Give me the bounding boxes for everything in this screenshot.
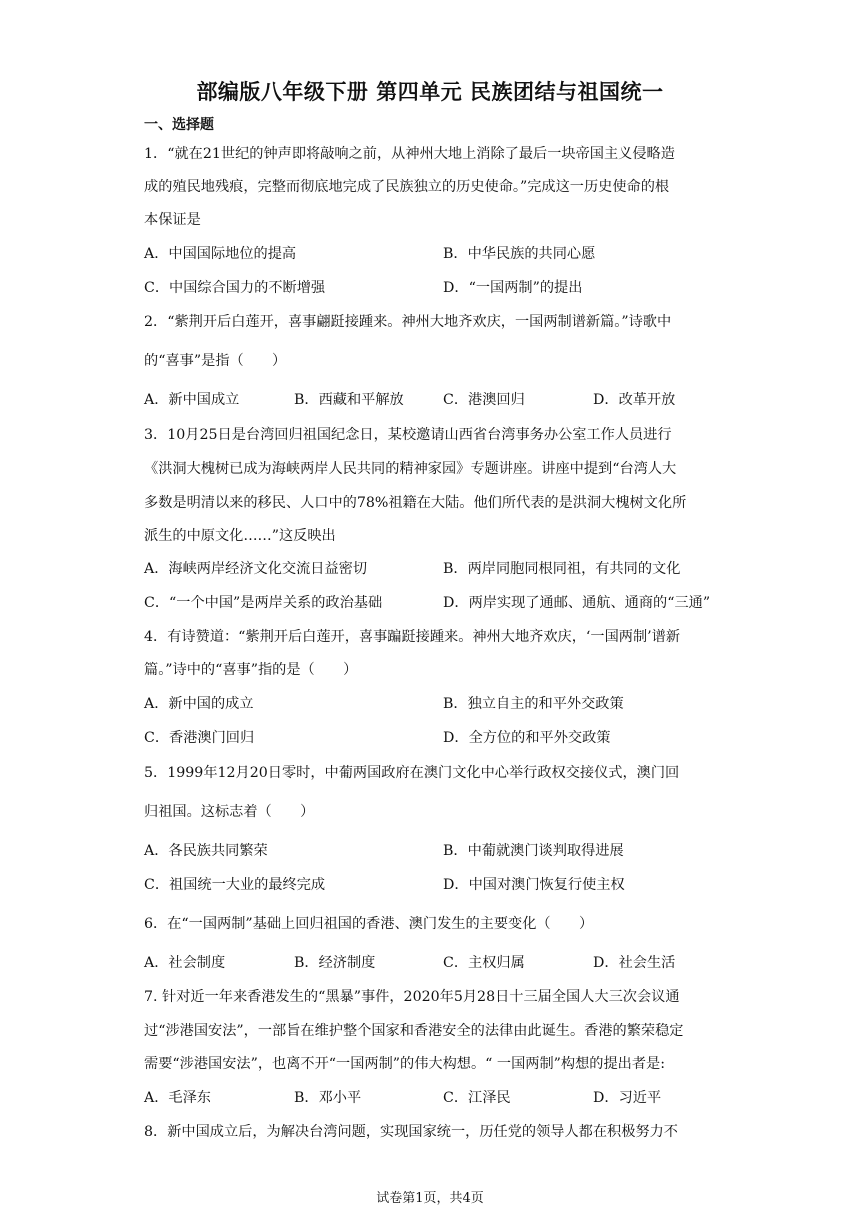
q1-line-3: 本保证是 <box>144 212 201 228</box>
q6-option-d[interactable]: D．社会生活 <box>593 955 676 971</box>
q6-option-a[interactable]: A．社会制度 <box>144 955 226 971</box>
q1-option-d[interactable]: D．“一国两制”的提出 <box>443 280 583 296</box>
q3-line-1: 3．10月25日是台湾回归祖国纪念日，某校邀请山西省台湾事务办公室工作人员进行 <box>144 427 672 443</box>
q7-option-a[interactable]: A．毛泽东 <box>144 1090 211 1106</box>
q4-option-c[interactable]: C．香港澳门回归 <box>144 730 255 746</box>
q2-option-c[interactable]: C．港澳回归 <box>443 392 525 408</box>
q5-line-2: 归祖国。这标志着（ ） <box>144 804 315 820</box>
q1-option-b[interactable]: B．中华民族的共同心愿 <box>443 246 596 262</box>
q4-line-2: 篇。”诗中的“喜事”指的是（ ） <box>144 662 358 678</box>
page-footer: 试卷第1页，共4页 <box>376 1191 484 1206</box>
q2-line-1: 2．“紫荆开后白莲开，喜事翩跹接踵来。神州大地齐欢庆，一国两制谱新篇。”诗歌中 <box>144 314 672 330</box>
q5-option-a[interactable]: A．各民族共同繁荣 <box>144 843 268 859</box>
q2-line-2: 的“喜事”是指（ ） <box>144 353 287 369</box>
q6-option-b[interactable]: B．经济制度 <box>294 955 376 971</box>
q6-line-1: 6．在“一国两制”基础上回归祖国的香港、澳门发生的主要变化（ ） <box>144 916 594 932</box>
q7-line-3: 需要“涉港国安法”，也离不开“一国两制”的伟大构想。“ 一国两制”构想的提出者是: <box>144 1056 665 1072</box>
page-title: 部编版八年级下册 第四单元 民族团结与祖国统一 <box>196 80 664 104</box>
q1-option-a[interactable]: A．中国国际地位的提高 <box>144 246 297 262</box>
q1-line-1: 1．“就在21世纪的钟声即将敲响之前，从神州大地上消除了最后一块帝国主义侵略造 <box>144 146 675 162</box>
q3-line-2: 《洪洞大槐树已成为海峡两岸人民共同的精神家园》专题讲座。讲座中提到“台湾人大 <box>144 461 677 477</box>
q7-option-d[interactable]: D．习近平 <box>593 1090 662 1106</box>
q3-option-d[interactable]: D．两岸实现了通邮、通航、通商的“三通” <box>443 595 711 611</box>
q4-option-d[interactable]: D．全方位的和平外交政策 <box>443 730 611 746</box>
q3-option-c[interactable]: C．“一个中国”是两岸关系的政治基础 <box>144 595 383 611</box>
q6-option-c[interactable]: C．主权归属 <box>443 955 525 971</box>
q7-line-1: 7. 针对近一年来香港发生的“黑暴”事件，2020年5月28日十三届全国人大三次会议通 <box>144 989 680 1005</box>
q4-option-a[interactable]: A．新中国的成立 <box>144 696 254 712</box>
q4-option-b[interactable]: B．独立自主的和平外交政策 <box>443 696 624 712</box>
q4-line-1: 4．有诗赞道：“紫荆开后白莲开，喜事蹁跹接踵来。神州大地齐欢庆，‘一国两制’谱新 <box>144 629 681 645</box>
q2-option-b[interactable]: B．西藏和平解放 <box>294 392 404 408</box>
q7-line-2: 过“涉港国安法”，一部旨在维护整个国家和香港安全的法律由此诞生。香港的繁荣稳定 <box>144 1023 684 1039</box>
q2-option-a[interactable]: A．新中国成立 <box>144 392 240 408</box>
q7-option-b[interactable]: B．邓小平 <box>294 1090 362 1106</box>
q8-line-1: 8．新中国成立后，为解决台湾问题，实现国家统一，历任党的领导人都在积极努力不 <box>144 1124 678 1140</box>
section-heading: 一、选择题 <box>144 117 214 133</box>
q1-option-c[interactable]: C．中国综合国力的不断增强 <box>144 280 326 296</box>
q7-option-c[interactable]: C．江泽民 <box>443 1090 511 1106</box>
q3-line-3: 多数是明清以来的移民、人口中的78%祖籍在大陆。他们所代表的是洪洞大槐树文化所 <box>144 495 687 511</box>
q3-line-4: 派生的中原文化……”这反映出 <box>144 528 336 544</box>
q3-option-a[interactable]: A．海峡两岸经济文化交流日益密切 <box>144 561 368 577</box>
q5-line-1: 5．1999年12月20日零时，中葡两国政府在澳门文化中心举行政权交接仪式，澳门回 <box>144 765 680 781</box>
q5-option-b[interactable]: B．中葡就澳门谈判取得进展 <box>443 843 624 859</box>
q5-option-d[interactable]: D．中国对澳门恢复行使主权 <box>443 877 625 893</box>
q2-option-d[interactable]: D．改革开放 <box>593 392 676 408</box>
q3-option-b[interactable]: B．两岸同胞同根同祖，有共同的文化 <box>443 561 681 577</box>
q5-option-c[interactable]: C．祖国统一大业的最终完成 <box>144 877 326 893</box>
q1-line-2: 成的殖民地残痕，完整而彻底地完成了民族独立的历史使命。”完成这一历史使命的根 <box>144 179 670 195</box>
